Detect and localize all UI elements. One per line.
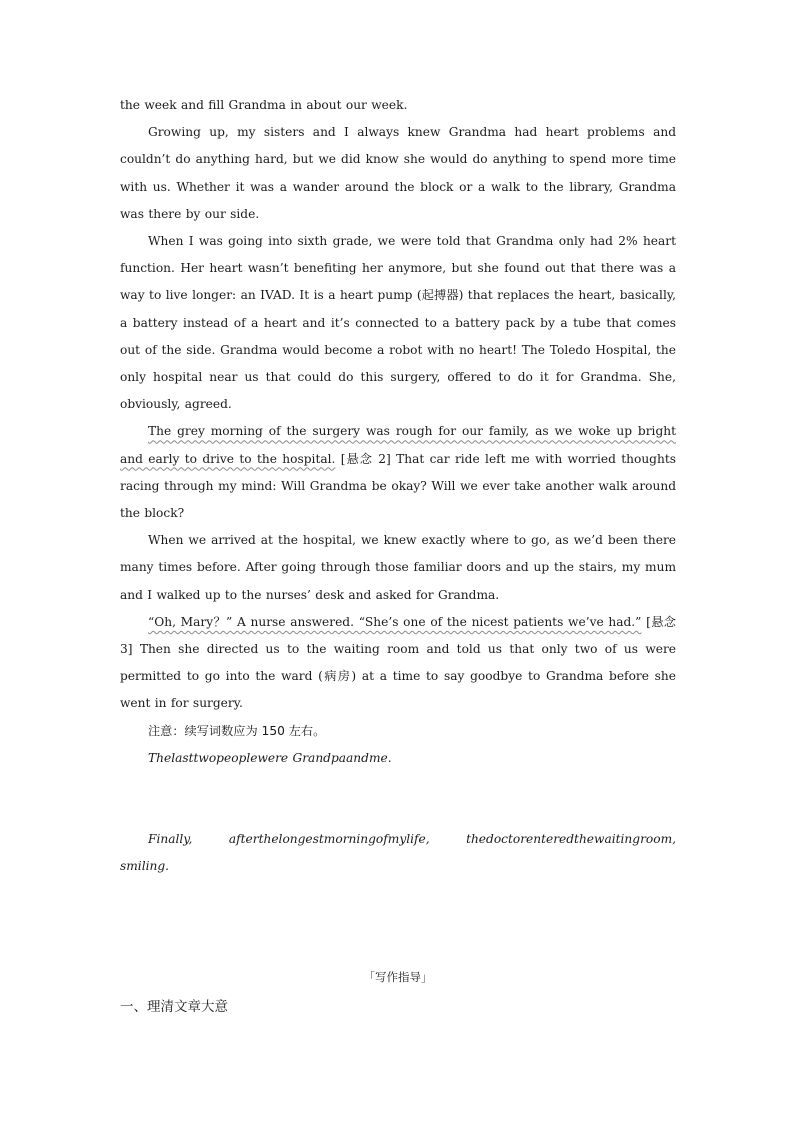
paragraph-continuation: the week and fill Grandma in about our week.: [120, 98, 408, 112]
paragraph-surgery-morning: [120, 418, 676, 527]
underlined-sentence: The grey morning of the surgery was rough for our family, as we woke up bright and early to drive to the hospital.: [120, 424, 676, 466]
paragraph-nurse: [120, 609, 676, 718]
paragraph-growing-up: Growing up, my sisters and I always knew Grandma had heart problems and couldn’t do anything hard, but we did know she would do anything to spend more time with us. Whether it was a wander around the block or a walk to the library, Grandma was there by our side.: [120, 125, 676, 221]
word-count-note: 注意：续写词数应为 150 左右。: [148, 723, 326, 738]
underlined-sentence: “Oh, Mary？” A nurse answered. “She’s one of the nicest patients we’ve had.”: [148, 614, 642, 629]
paragraph-arrival: When we arrived at the hospital, we knew exactly where to go, as we’d been there many times before. After going through those familiar doors and up the stairs, my mum and I walked up to the nurses’ desk and asked for Grandma.: [120, 533, 676, 602]
suspense-marker: [悬念 3]: [120, 614, 676, 657]
blank-space: [120, 880, 676, 964]
suspense-marker: [悬念 2]: [340, 451, 391, 466]
paragraph-text: Then she directed us to the waiting room and told us that only two of us were permitted to go into the ward (病房) at a time to say goodbye to Grandma before she went in for surgery.: [120, 642, 677, 711]
writing-guide-heading: 「写作指导」: [363, 970, 433, 985]
document-page: [120, 92, 676, 1024]
paragraph-sixth-grade: When I was going into sixth grade, we were told that Grandma only had 2% heart function. Her heart wasn’t benefiting her anymore, but she found out that there was a way to live longer: an IVAD. It is a heart pump (起搏器) that replaces the heart, basically, a battery instead of a heart and it’s connected to a battery pack by a tube that comes out of the side. Grandma would become a robot with no heart! The Toledo Hospital, the only hospital near us that could do this surgery, offered to do it for Grandma. She, obviously, agreed.: [120, 234, 676, 412]
continuation-prompt-1: Thelasttwopeoplewere Grandpaandme.: [148, 750, 392, 765]
blank-space: [120, 772, 676, 826]
paragraph-text: That car ride left me with worried thoughts racing through my mind: Will Grandma be okay? Will we ever take another walk around the block?: [120, 451, 676, 521]
section-heading: 一、理清文章大意: [120, 999, 228, 1016]
continuation-prompt-2: Finally, afterthelongestmorningofmylife, thedoctorenteredthewaitingroom, smiling.: [120, 832, 676, 874]
